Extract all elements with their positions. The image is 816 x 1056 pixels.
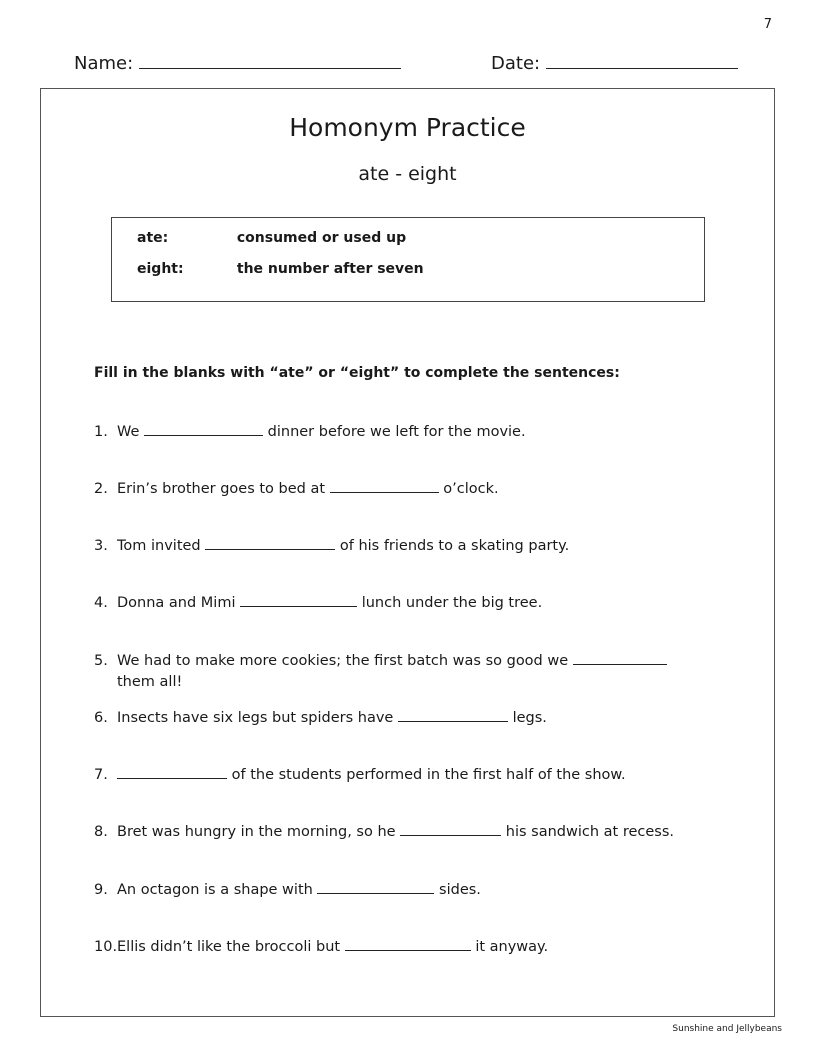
question-text-before: Insects have six legs but spiders have (117, 710, 394, 726)
name-label: Name: (74, 53, 134, 74)
question-number: 2. (94, 481, 108, 497)
date-line[interactable] (546, 52, 738, 69)
question-text-after: it anyway. (475, 939, 549, 955)
definition-row (137, 261, 424, 277)
question-number: 9. (94, 882, 108, 898)
answer-blank[interactable] (400, 822, 501, 836)
question-number: 8. (94, 824, 108, 840)
question-text-after: his sandwich at recess. (505, 824, 675, 840)
question-text-after: of his friends to a skating party. (339, 538, 570, 554)
question-6 (94, 708, 547, 729)
page-title: Homonym Practice (289, 113, 526, 142)
answer-blank[interactable] (398, 708, 508, 722)
question-number: 5. (94, 653, 108, 669)
question-text-before: We (117, 424, 140, 440)
definition-term: ate: (137, 230, 169, 246)
page-number: 7 (763, 17, 772, 32)
question-10 (94, 937, 548, 958)
question-text-after: legs. (512, 710, 547, 726)
question-5 (94, 651, 667, 693)
question-number: 7. (94, 767, 108, 783)
question-8 (94, 822, 674, 843)
question-text-after: dinner before we left for the movie. (267, 424, 526, 440)
name-field (74, 52, 401, 74)
question-number: 4. (94, 595, 108, 611)
question-text-before: Tom invited (117, 538, 201, 554)
question-number: 10. (94, 939, 118, 955)
definition-meaning: consumed or used up (236, 230, 407, 246)
question-text-before: We had to make more cookies; the first batch was so good we (117, 653, 569, 669)
question-1 (94, 422, 526, 443)
question-number: 6. (94, 710, 108, 726)
answer-blank[interactable] (240, 593, 357, 607)
date-label: Date: (491, 53, 541, 74)
answer-blank[interactable] (144, 422, 263, 436)
definition-row (137, 230, 406, 246)
question-9 (94, 880, 481, 901)
answer-blank[interactable] (330, 479, 439, 493)
answer-blank[interactable] (345, 937, 471, 951)
question-text-before: Ellis didn’t like the broccoli but (117, 939, 341, 955)
question-text-after: o’clock. (443, 481, 499, 497)
question-text-after: lunch under the big tree. (361, 595, 543, 611)
question-2 (94, 479, 499, 500)
question-3 (94, 536, 569, 557)
question-7 (94, 765, 626, 786)
question-text-before: An octagon is a shape with (117, 882, 313, 898)
question-text-after: of the students performed in the first half of the show. (231, 767, 626, 783)
answer-blank[interactable] (117, 765, 227, 779)
definition-term: eight: (137, 261, 184, 277)
definition-meaning: the number after seven (236, 261, 424, 277)
answer-blank[interactable] (205, 536, 335, 550)
question-4 (94, 593, 542, 614)
question-text-before: Erin’s brother goes to bed at (117, 481, 326, 497)
answer-blank[interactable] (573, 651, 667, 665)
question-text-after: sides. (439, 882, 481, 898)
question-text-before: Donna and Mimi (117, 595, 236, 611)
answer-blank[interactable] (317, 880, 434, 894)
question-number: 3. (94, 538, 108, 554)
instructions: Fill in the blanks with “ate” or “eight” to complete the sentences: (94, 365, 620, 381)
question-number: 1. (94, 424, 108, 440)
name-line[interactable] (139, 52, 401, 69)
question-text-before: Bret was hungry in the morning, so he (117, 824, 396, 840)
page-subtitle: ate - eight (358, 163, 457, 185)
question-continuation: them all! (117, 674, 183, 690)
footer-credit: Sunshine and Jellybeans (672, 1024, 782, 1034)
date-field (491, 52, 738, 74)
